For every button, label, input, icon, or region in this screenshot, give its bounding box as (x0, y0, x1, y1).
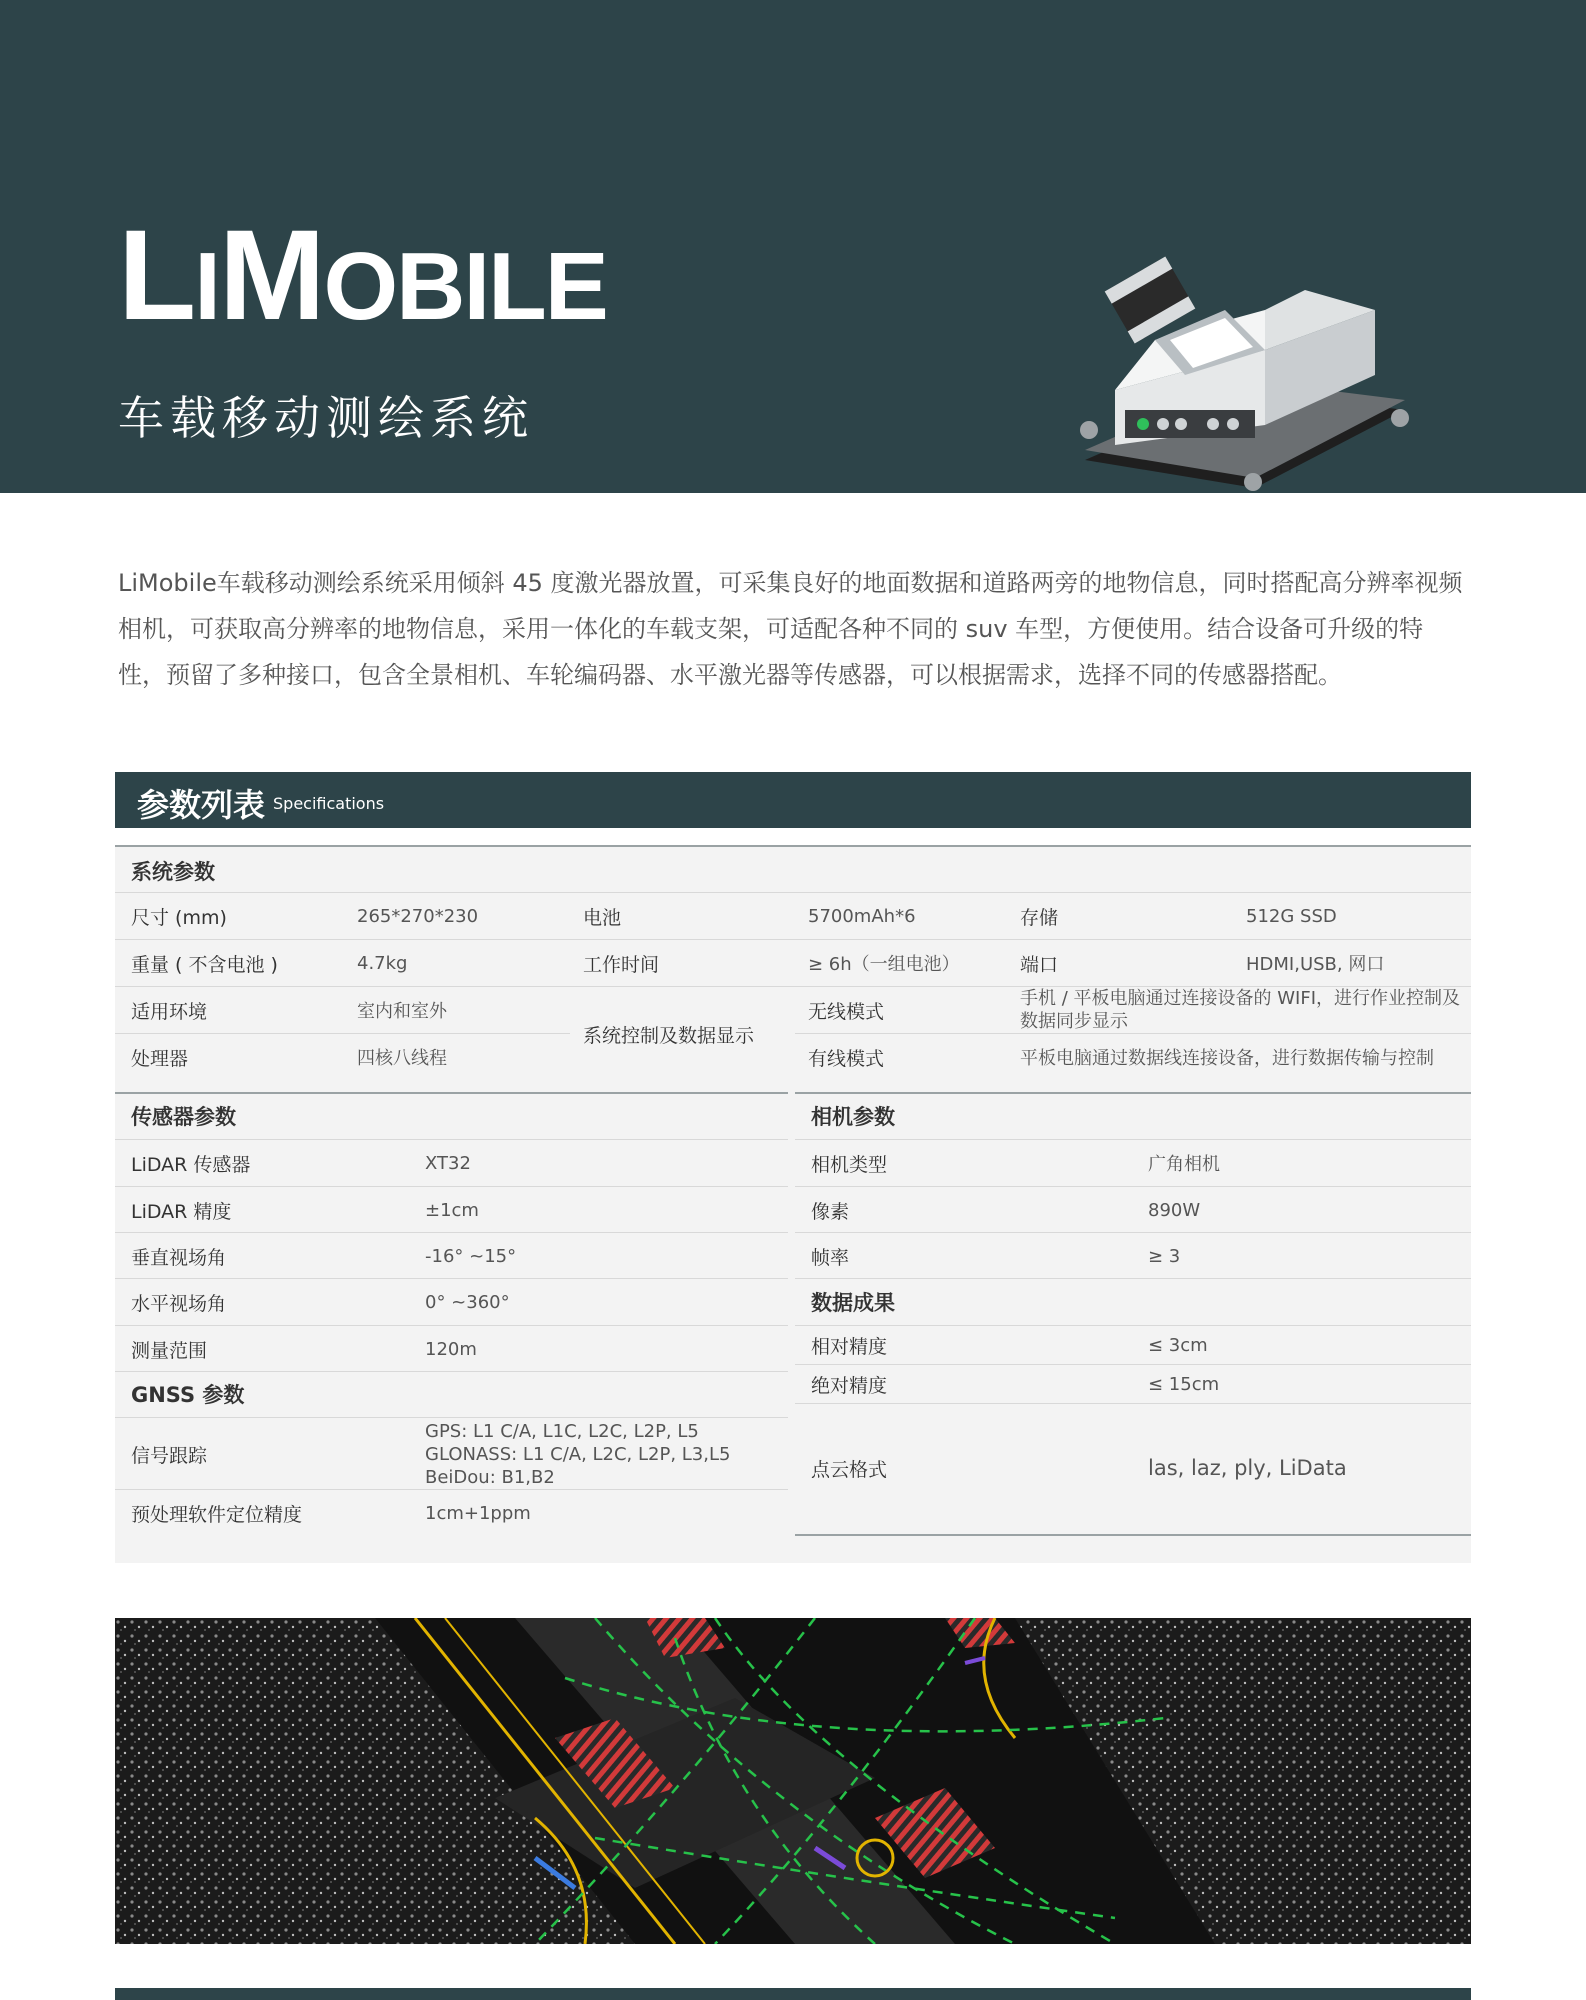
size-value: 265*270*230 (357, 905, 479, 927)
format-label: 点云格式 (811, 1458, 888, 1481)
spec-header (115, 772, 1471, 828)
title-part: OBILE (323, 233, 607, 340)
point-cloud-image (115, 1618, 1471, 1944)
divider (795, 1325, 1471, 1326)
divider (115, 845, 1471, 847)
result-value: ≤ 15cm (1148, 1373, 1220, 1395)
title-part: I (194, 233, 219, 340)
gnss-heading: GNSS 参数 (131, 1383, 245, 1407)
camera-label: 相机类型 (811, 1153, 888, 1176)
sensor-label: 水平视场角 (131, 1292, 227, 1315)
ppk-label: 预处理软件定位精度 (131, 1503, 303, 1526)
signal-line: BeiDou: B1,B2 (425, 1466, 555, 1488)
divider (795, 1534, 1471, 1536)
battery-value: 5700mAh*6 (808, 905, 916, 927)
wireless-value: 手机 / 平板电脑通过连接设备的 WIFI，进行作业控制及数据同步显示 (1020, 988, 1460, 1032)
device-illustration (1075, 240, 1415, 500)
sensor-value: 0° ~360° (425, 1291, 510, 1313)
product-title (118, 204, 607, 347)
camera-value: ≥ 3 (1148, 1245, 1181, 1267)
sensor-value: 120m (425, 1338, 477, 1360)
sensor-label: 垂直视场角 (131, 1246, 227, 1269)
camera-label: 像素 (811, 1200, 850, 1223)
cpu-value: 四核八线程 (357, 1048, 447, 1069)
divider (795, 1092, 1471, 1094)
weight-value: 4.7kg (357, 952, 408, 974)
divider (795, 1364, 1471, 1365)
ppk-value: 1cm+1ppm (425, 1502, 531, 1524)
storage-value: 512G SSD (1246, 905, 1337, 927)
title-part: L (118, 204, 195, 347)
system-heading: 系统参数 (131, 860, 215, 884)
control-label: 系统控制及数据显示 (583, 1024, 755, 1047)
wireless-label: 无线模式 (808, 1000, 885, 1023)
spec-title: 参数列表 (137, 786, 266, 824)
result-value: ≤ 3cm (1148, 1334, 1208, 1356)
signal-label: 信号跟踪 (131, 1444, 208, 1467)
divider (795, 1139, 1471, 1140)
divider (795, 1186, 1471, 1187)
footer-bar (115, 1988, 1471, 2000)
env-label: 适用环境 (131, 1000, 208, 1023)
result-heading: 数据成果 (811, 1291, 895, 1315)
port-value: HDMI,USB, 网口 (1246, 954, 1385, 975)
intro-paragraph: LiMobile车载移动测绘系统采用倾斜 45 度激光器放置，可采集良好的地面数据和道路两旁的地物信息，同时搭配高分辨率视频相机，可获取高分辨率的地物信息，采用一体化的车载支架，可适配各种不同的 suv 车型，方便使用。结合设备可升级的特性，预留了多种接口，包含全景相机、车轮编码器、水平激光器等传感器，可以根据需求，选择不同的传感器搭配。 (118, 569, 1463, 689)
point-cloud-graphic (115, 1618, 1471, 1944)
signal-line: GLONASS: L1 C/A, L2C, L2P, L3,L5 (425, 1443, 731, 1465)
sensor-label: LiDAR 传感器 (131, 1153, 251, 1176)
spec-title-en: Specifications (273, 794, 385, 813)
wired-label: 有线模式 (808, 1047, 885, 1070)
camera-value: 890W (1148, 1199, 1201, 1221)
signal-line: GPS: L1 C/A, L1C, L2C, L2P, L5 (425, 1420, 699, 1442)
camera-value: 广角相机 (1148, 1154, 1220, 1175)
size-label: 尺寸 (mm) (131, 906, 227, 929)
storage-label: 存储 (1020, 906, 1059, 929)
wired-value: 平板电脑通过数据线连接设备，进行数据传输与控制 (1020, 1048, 1434, 1069)
header-banner (0, 0, 1586, 493)
result-label: 绝对精度 (811, 1374, 888, 1397)
title-part: M (218, 204, 324, 347)
battery-label: 电池 (583, 906, 622, 929)
port-label: 端口 (1020, 953, 1059, 976)
divider (795, 1278, 1471, 1279)
weight-label: 重量 ( 不含电池 ) (131, 953, 278, 976)
result-label: 相对精度 (811, 1335, 888, 1358)
format-value: las, laz, ply, LiData (1148, 1456, 1347, 1480)
sensor-label: 测量范围 (131, 1339, 208, 1362)
env-value: 室内和室外 (357, 1001, 447, 1022)
signal-value (425, 1418, 730, 1490)
camera-label: 帧率 (811, 1246, 850, 1269)
worktime-label: 工作时间 (583, 953, 660, 976)
divider (795, 1232, 1471, 1233)
sensor-value: -16° ~15° (425, 1245, 517, 1267)
sensor-label: LiDAR 精度 (131, 1200, 232, 1223)
worktime-value: ≥ 6h（一组电池） (808, 954, 960, 975)
sensor-value: ±1cm (425, 1199, 479, 1221)
divider (795, 1403, 1471, 1404)
sensor-value: XT32 (425, 1152, 471, 1174)
cpu-label: 处理器 (131, 1047, 189, 1070)
camera-heading: 相机参数 (811, 1105, 895, 1129)
sensor-heading: 传感器参数 (131, 1105, 236, 1129)
product-subtitle: 车载移动测绘系统 (118, 391, 534, 445)
